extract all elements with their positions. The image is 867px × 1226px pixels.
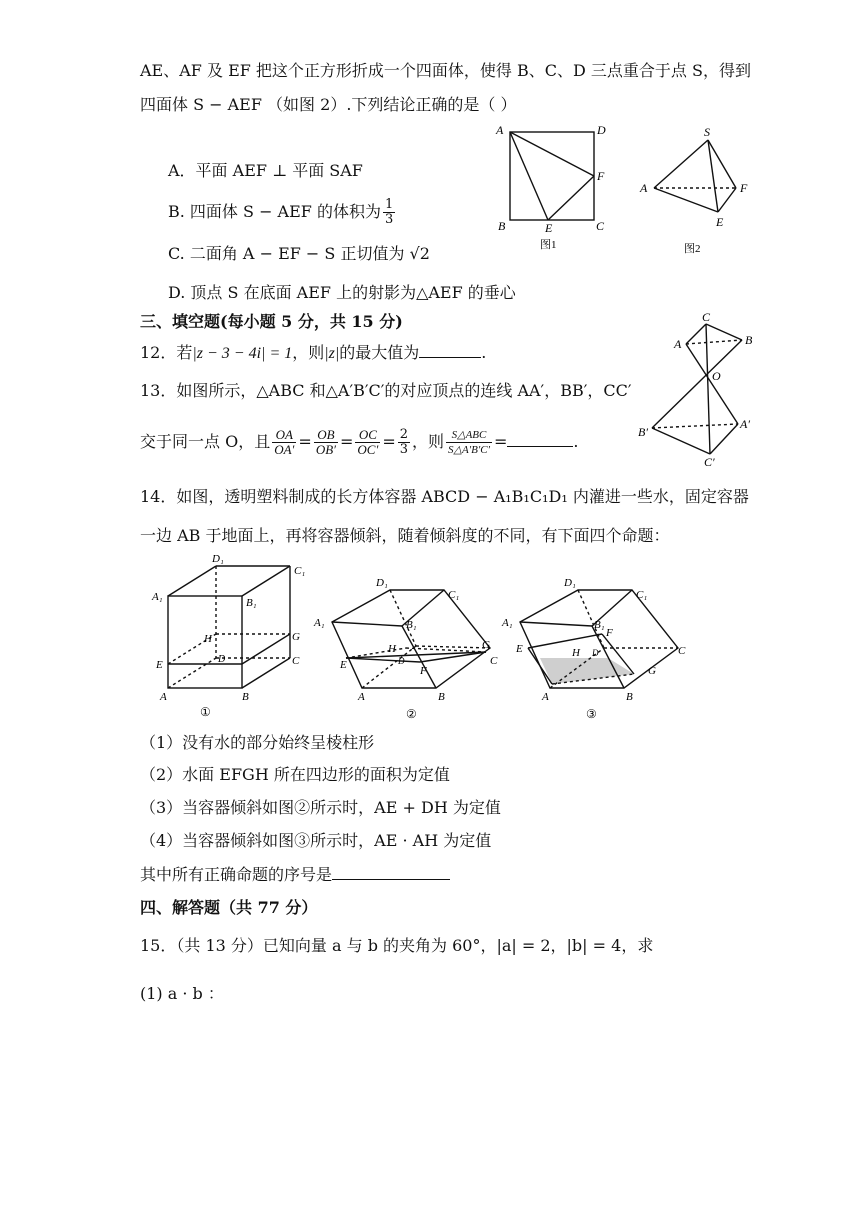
q14f2-label-d: D bbox=[398, 656, 405, 666]
fig2-label-f: F bbox=[740, 181, 748, 195]
fig1-caption: 图1 bbox=[540, 239, 557, 251]
q11-line2: 四面体 S − AEF （如图 2）.下列结论正确的是（ ） bbox=[140, 95, 517, 114]
q14f3-label-d: D bbox=[592, 648, 599, 658]
q14f1-label-g: G bbox=[292, 631, 300, 643]
q13-fraction-ratio bbox=[398, 428, 410, 457]
q14f1-label-b: B bbox=[242, 691, 249, 703]
q14f1-label-e: E bbox=[156, 659, 163, 671]
fig1-label-c: C bbox=[596, 219, 605, 233]
fraction-numerator: OB bbox=[314, 428, 338, 443]
fraction-numerator: OC bbox=[355, 428, 380, 443]
q14f2-label-a: A bbox=[358, 691, 365, 703]
q13-answer-blank[interactable] bbox=[507, 432, 573, 447]
q13-label-c: C bbox=[702, 310, 711, 324]
fraction-denominator: OC′ bbox=[357, 442, 379, 457]
q13-label-b: B bbox=[745, 333, 753, 347]
fraction-numerator: S△ABC bbox=[446, 428, 492, 443]
q12-mid: ，则 bbox=[292, 343, 325, 362]
q13-then: ，则 bbox=[412, 432, 445, 451]
q14f1-caption: ① bbox=[200, 705, 211, 719]
fig2-caption: 图2 bbox=[684, 243, 701, 255]
q14f1-label-d1: D₁ bbox=[212, 553, 224, 565]
q11-option-b-text: B. 四面体 S − AEF 的体积为 bbox=[168, 202, 381, 221]
fraction-denominator: 3 bbox=[399, 442, 408, 457]
q14f3-caption: ③ bbox=[586, 707, 597, 720]
q13-fraction-ob bbox=[314, 428, 338, 457]
fig1-label-b: B bbox=[498, 219, 506, 233]
q13-line2: 交于同一点 O，且 $\frac{OA}{OA'}$ = $\frac{OB}{OB'}$ = $\frac{OC}{OC'}$ = $\frac{2}{3}$ ，则 $\frac{\text{S△ABC}}{S\triangle A'B'C'}$ = . bbox=[140, 427, 579, 457]
q12 bbox=[140, 342, 486, 365]
q13-fraction-area bbox=[446, 428, 492, 457]
q14-answer-blank[interactable] bbox=[332, 865, 450, 880]
q14f3-label-c: C bbox=[678, 645, 686, 657]
q13-figure bbox=[638, 310, 758, 468]
q14f3-label-a1: A₁ bbox=[502, 617, 513, 629]
q14f2-label-c1: C₁ bbox=[448, 589, 460, 601]
q14-line2: 一边 AB 于地面上，再将容器倾斜，随着倾斜度的不同，有下面四个命题： bbox=[140, 526, 670, 545]
q14-ask bbox=[140, 864, 450, 886]
q11-figure-1 bbox=[490, 118, 620, 258]
q13-label-a-prime: A′ bbox=[740, 417, 750, 431]
q14f1-label-c: C bbox=[292, 655, 300, 667]
q14f3-label-f: F bbox=[606, 627, 613, 639]
q14f2-label-e: E bbox=[340, 659, 347, 671]
q13-line2-prefix: 交于同一点 O，且 bbox=[140, 432, 271, 451]
q14f3-label-e: E bbox=[516, 643, 523, 655]
q14-figure-3 bbox=[498, 572, 688, 720]
q14f1-label-d: D bbox=[218, 654, 226, 665]
q14f2-label-b: B bbox=[438, 691, 445, 703]
section-3-heading: 三、填空题(每小题 5 分，共 15 分) bbox=[140, 312, 403, 331]
q14f3-label-a: A bbox=[542, 691, 549, 703]
q12-answer-blank[interactable] bbox=[419, 343, 481, 358]
q14f3-label-d1: D₁ bbox=[564, 577, 576, 589]
q12-post: 的最大值为 bbox=[339, 343, 420, 362]
q14f2-label-h: H bbox=[388, 643, 396, 655]
q11-line1: AE、AF 及 EF 把这个正方形折成一个四面体，使得 B、C、D 三点重合于点 S，得到 bbox=[140, 61, 751, 80]
fraction-numerator: 1 bbox=[384, 197, 394, 212]
q14f2-label-d1: D₁ bbox=[376, 577, 388, 589]
fraction-numerator: 2 bbox=[399, 427, 408, 442]
q14-prop-1: （1）没有水的部分始终呈棱柱形 bbox=[140, 733, 375, 752]
q12-end: . bbox=[481, 343, 487, 362]
q14f1-label-b1: B₁ bbox=[246, 597, 257, 609]
fig1-label-f: F bbox=[597, 169, 605, 183]
q14f2-label-g: G bbox=[482, 639, 490, 651]
q13-line1: 13．如图所示，△ABC 和△A′B′C′的对应顶点的连线 AA′，BB′，CC′ bbox=[140, 381, 632, 400]
q13-label-b-prime: B′ bbox=[638, 425, 648, 439]
q13-fraction-oc bbox=[355, 428, 380, 457]
q15-part1: (1) a · b ： bbox=[140, 984, 224, 1003]
q14-prop-2: （2）水面 EFGH 所在四边形的面积为定值 bbox=[140, 765, 450, 784]
q11-option-b bbox=[168, 198, 397, 227]
fraction-denominator: OA′ bbox=[274, 442, 295, 457]
fig2-label-s: S bbox=[704, 125, 710, 139]
q14f1-label-c1: C₁ bbox=[294, 565, 306, 577]
q14f3-label-c1: C₁ bbox=[636, 589, 648, 601]
q12-prefix: 12．若 bbox=[140, 343, 193, 362]
q11-option-c: C. 二面角 A − EF − S 正切值为 √2 bbox=[168, 244, 430, 263]
fraction-denominator: 3 bbox=[384, 212, 394, 227]
q14f1-label-a: A bbox=[160, 691, 167, 703]
q14-line1: 14．如图，透明塑料制成的长方体容器 ABCD − A₁B₁C₁D₁ 内灌进一些水，固定容器 bbox=[140, 487, 749, 506]
fig2-label-a: A bbox=[640, 181, 648, 195]
q14f2-label-c: C bbox=[490, 655, 498, 667]
q13-label-o: O bbox=[712, 369, 721, 383]
fig1-label-a: A bbox=[496, 123, 504, 137]
q14f2-label-f: F bbox=[420, 665, 427, 677]
q13-label-a: A bbox=[674, 337, 682, 351]
fraction-denominator: S△A′B′C′ bbox=[448, 444, 490, 456]
q14-ask-text: 其中所有正确命题的序号是 bbox=[140, 865, 333, 884]
section-4-heading: 四、解答题（共 77 分） bbox=[140, 898, 318, 917]
q15-line1: 15．（共 13 分）已知向量 a 与 b 的夹角为 60°，|a| = 2，|b| = 4，求 bbox=[140, 936, 654, 955]
q14f1-label-h: H bbox=[204, 633, 212, 645]
q14-figure-1 bbox=[146, 550, 316, 720]
q13-equals: = bbox=[493, 432, 508, 451]
q13-fraction-oa bbox=[272, 428, 296, 457]
q14f3-label-b: B bbox=[626, 691, 633, 703]
q12-expression: |z − 3 − 4i| = 1 bbox=[192, 345, 293, 362]
q14f2-label-b1: B₁ bbox=[406, 619, 417, 631]
q11-figure-2 bbox=[636, 124, 756, 256]
q14f3-label-g: G bbox=[648, 665, 656, 677]
q14-prop-4: （4）当容器倾斜如图③所示时，AE · AH 为定值 bbox=[140, 831, 492, 850]
q11-option-a: A．平面 AEF ⊥ 平面 SAF bbox=[168, 161, 363, 180]
q12-abs: |z| bbox=[324, 345, 340, 362]
q13-label-c-prime: C′ bbox=[704, 455, 715, 468]
q11-option-b-fraction bbox=[383, 198, 395, 227]
q14f3-label-b1: B₁ bbox=[594, 619, 605, 631]
q14f1-label-a1: A₁ bbox=[152, 591, 163, 603]
fig1-label-e: E bbox=[545, 221, 553, 235]
q11-option-d: D. 顶点 S 在底面 AEF 上的射影为△AEF 的垂心 bbox=[168, 283, 516, 302]
fig2-label-e: E bbox=[716, 215, 724, 229]
fig1-label-d: D bbox=[597, 123, 606, 137]
q14f3-label-h: H bbox=[572, 647, 580, 659]
q14f2-caption: ② bbox=[406, 707, 417, 720]
fraction-denominator: OB′ bbox=[315, 442, 336, 457]
q14-figure-2 bbox=[310, 572, 500, 720]
q13-end: . bbox=[573, 432, 579, 451]
q14f2-label-a1: A₁ bbox=[314, 617, 325, 629]
fraction-numerator: OA bbox=[272, 428, 296, 443]
q14-prop-3: （3）当容器倾斜如图②所示时，AE + DH 为定值 bbox=[140, 798, 501, 817]
